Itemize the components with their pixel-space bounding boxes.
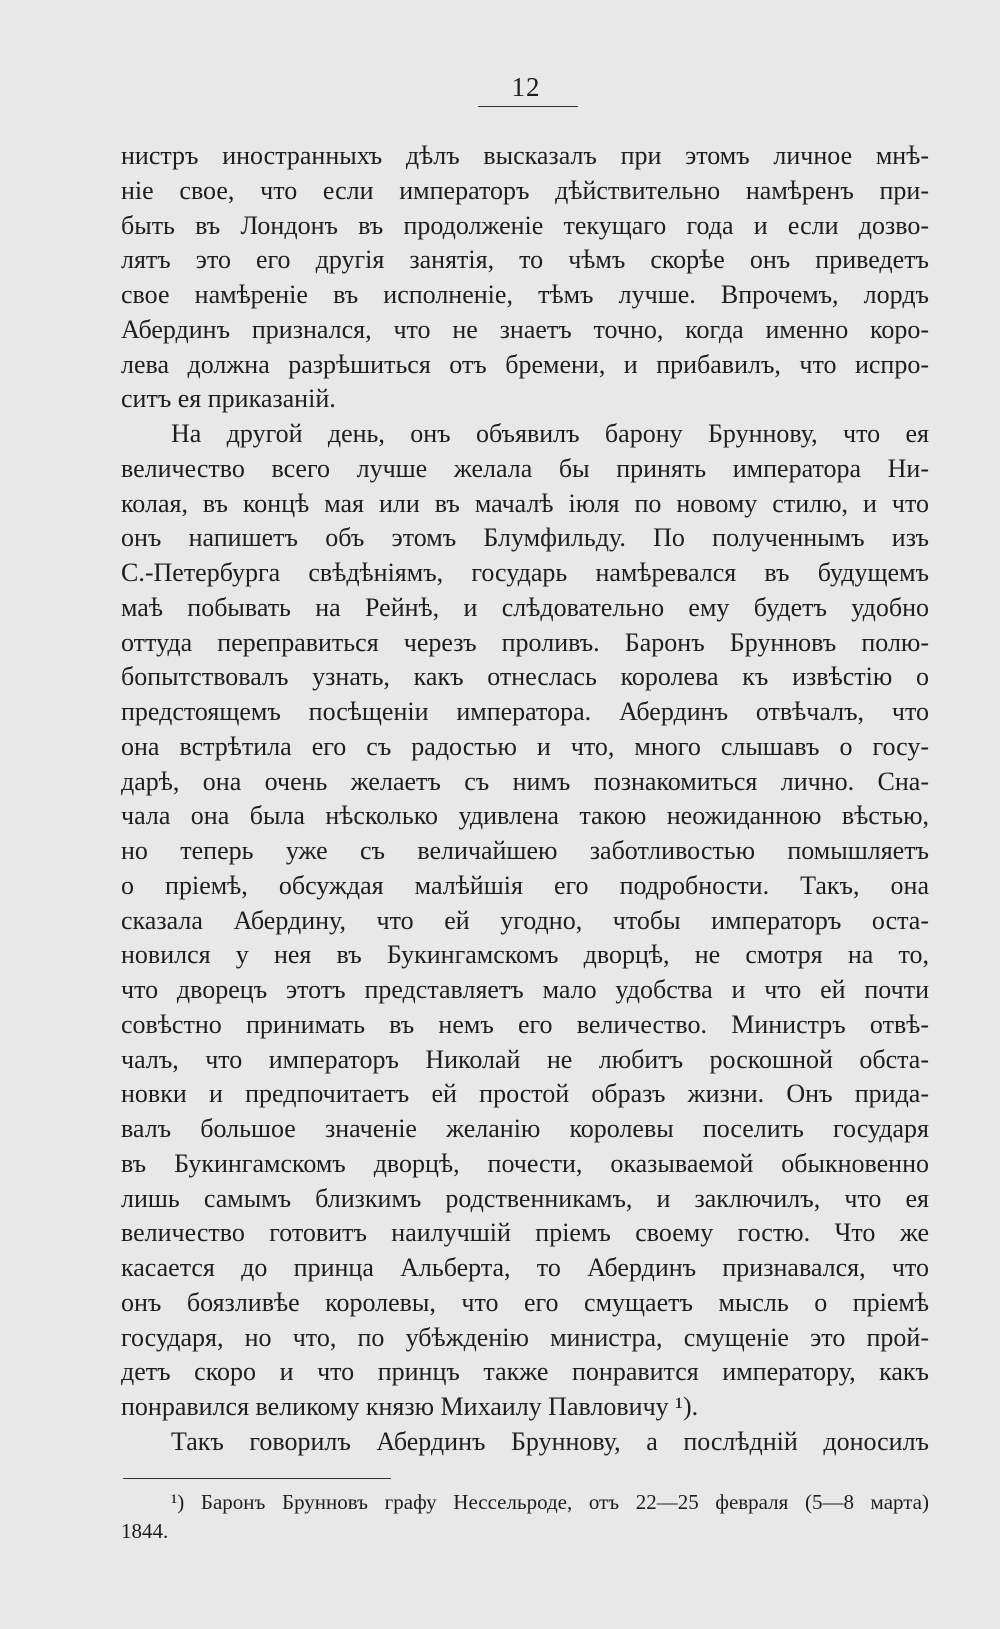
text-line: новки и предпочитаетъ ей простой образъ жизни. Онъ прида-	[121, 1079, 929, 1109]
text-line: лева должна разрѣшиться отъ бремени, и прибавилъ, что испро-	[121, 349, 929, 379]
text-line: На другой день, онъ объявилъ барону Бруннову, что ея	[171, 419, 929, 448]
text-line: валъ большое значеніе желанію королевы поселить государя	[121, 1114, 929, 1143]
page-number: 12	[511, 72, 541, 102]
text-line: С.-Петербурга свѣдѣніямъ, государь намѣревался въ будущемъ	[121, 558, 929, 587]
text-line: понравился великому князю Михаилу Павловичу ¹).	[121, 1392, 699, 1421]
main-text	[121, 139, 929, 1460]
text-line: колая, въ концѣ мая или въ мачалѣ іюля по новому стилю, и что	[121, 488, 929, 518]
text-line: бопытствовалъ узнать, какъ отнеслась королева къ извѣстію о	[121, 662, 929, 692]
text-line: Абердинъ признался, что не знаетъ точно, когда именно коро-	[121, 314, 929, 344]
text-line: касается до принца Альберта, то Абердинъ признавался, что	[121, 1253, 929, 1282]
text-line: оттуда переправиться черезъ проливъ. Баронъ Брунновъ полю-	[121, 627, 929, 657]
text-line: величество всего лучше желала бы принять императора Ни-	[121, 453, 929, 483]
text-line: но теперь уже съ величайшею заботливостью помышляетъ	[121, 836, 929, 865]
text-line: сказала Абердину, что ей угодно, чтобы императоръ оста-	[121, 905, 929, 935]
header-rule	[478, 106, 578, 107]
text-line: лишь самымъ близкимъ родственникамъ, и заключилъ, что ея	[121, 1183, 929, 1213]
text-line: быть въ Лондонъ въ продолженіе текущаго года и если дозво-	[121, 210, 929, 240]
footnote	[121, 1488, 929, 1546]
text-line: предстоящемъ посѣщеніи императора. Абердинъ отвѣчалъ, что	[121, 697, 929, 726]
text-line: новился у нея въ Букингамскомъ дворцѣ, не смотря на то,	[121, 940, 929, 970]
text-line: онъ боязливѣе королевы, что его смущаетъ мысль о пріемѣ	[121, 1287, 929, 1317]
footnote-line: 1844.	[121, 1519, 169, 1543]
text-line: въ Букингамскомъ дворцѣ, почести, оказываемой обыкновенно	[121, 1148, 929, 1178]
footnote-rule	[123, 1478, 391, 1479]
footnote-line: ¹) Баронъ Брунновъ графу Нессельроде, отъ 22—25 февраля (5—8 марта)	[171, 1490, 929, 1514]
text-line: чала она была нѣсколько удивлена такою неожиданною вѣстью,	[121, 801, 929, 831]
text-line: она встрѣтила его съ радостью и что, много слышавъ о госу-	[121, 731, 929, 761]
text-line: что дворецъ этотъ представляетъ мало удобства и что ей почти	[121, 975, 929, 1004]
text-line: ситъ ея приказаній.	[121, 384, 336, 414]
text-line: чалъ, что императоръ Николай не любитъ роскошной обста-	[121, 1044, 929, 1074]
text-line: величество готовитъ наилучшій пріемъ своему гостю. Что же	[121, 1218, 929, 1248]
text-line: онъ напишетъ объ этомъ Блумфильду. По полученнымъ изъ	[121, 523, 929, 553]
text-line: нистръ иностранныхъ дѣлъ высказалъ при этомъ личное мнѣ-	[121, 141, 929, 170]
text-line: лятъ это его другія занятія, то чѣмъ скорѣе онъ приведетъ	[121, 245, 929, 275]
text-line: ніе свое, что если императоръ дѣйствительно намѣренъ при-	[121, 175, 929, 205]
text-line: Такъ говорилъ Абердинъ Бруннову, а послѣдній доносилъ	[171, 1426, 929, 1456]
text-line: маѣ побывать на Рейнѣ, и слѣдовательно ему будетъ удобно	[121, 592, 929, 622]
text-line: совѣстно принимать въ немъ его величество. Министръ отвѣ-	[121, 1009, 929, 1039]
text-line: свое намѣреніе въ исполненіе, тѣмъ лучше. Впрочемъ, лордъ	[121, 280, 929, 309]
text-line: дарѣ, она очень желаетъ съ нимъ познакомиться лично. Сна-	[121, 766, 929, 796]
text-line: детъ скоро и что принцъ также понравится императору, какъ	[121, 1357, 929, 1387]
text-line: о пріемѣ, обсуждая малѣйшія его подробности. Такъ, она	[121, 870, 929, 900]
text-line: государя, но что, по убѣжденію министра, смущеніе это прой-	[121, 1322, 929, 1352]
